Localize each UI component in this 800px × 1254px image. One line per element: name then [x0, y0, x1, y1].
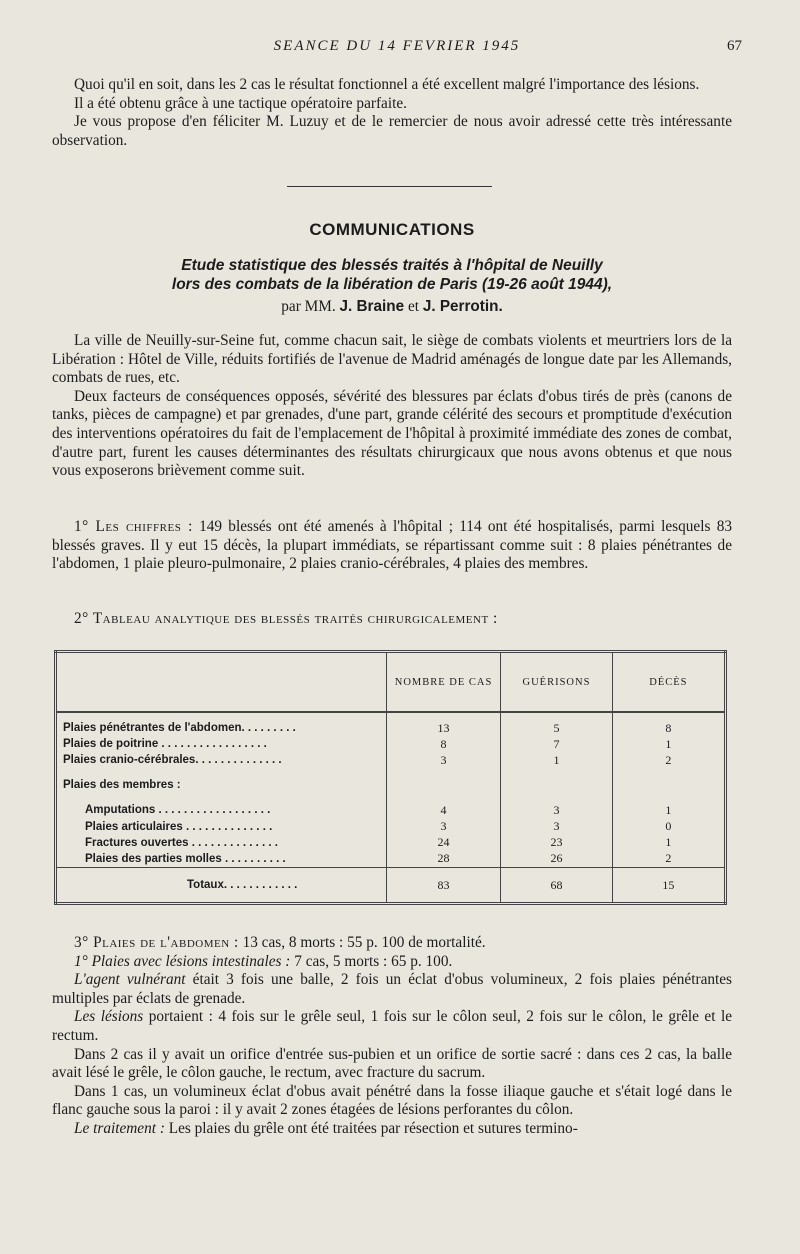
authors-line [52, 298, 732, 316]
total-deaths: 15 [612, 868, 725, 904]
intro-paragraph-2: Il a été obtenu grâce à une tactique opératoire parfaite. [74, 94, 407, 112]
row-cured: 5 [501, 720, 613, 736]
abdomen-paragraph-6: Dans 1 cas, un volumineux éclat d'obus avait pénétré dans la fosse iliaque gauche et s'était logé dans le flanc gauche sous la paroi : il y avait 2 zones étagées de lésions perforantes du côlon. [52, 1082, 732, 1119]
statistics-table [54, 650, 727, 905]
row-label: Plaies cranio-cérébrales. . . . . . . . . . . . . . [63, 754, 282, 767]
section-title: COMMUNICATIONS [309, 220, 475, 239]
table-row [56, 851, 726, 868]
row-deaths: 2 [612, 851, 725, 868]
abdomen-stats: 13 cas, 8 morts : 55 p. 100 de mortalité. [242, 934, 486, 951]
abdomen-paragraph-7 [52, 1120, 732, 1139]
row-label: Plaies de poitrine . . . . . . . . . . . . . . . . . [63, 738, 267, 751]
agent-text: était 3 fois une balle, 2 fois un éclat d'obus volumineux, 2 fois plaies pénétrantes multiples par éclats de grenade. [52, 971, 732, 1007]
row-cases: 24 [386, 835, 500, 851]
row-cured: 3 [501, 802, 613, 818]
row-cases: 13 [386, 720, 500, 736]
row-cured: 7 [501, 736, 613, 752]
intro-text [52, 76, 732, 150]
total-cured: 68 [501, 868, 613, 904]
body-paragraph-1: La ville de Neuilly-sur-Seine fut, comme chacun sait, le siège de combats violents et meurtriers lors de la Libération : Hôtel de Ville, réduits fortifiés de l'avenue de Madrid aménagés de longue date par les Allemands, combats de rues, etc. [52, 332, 732, 387]
row-label: Plaies des parties molles . . . . . . . . . . [85, 852, 286, 865]
table-caption: 2° Tableau analytique des blessés traités chirurgicalement : [74, 610, 498, 627]
body-paragraph-2: Deux facteurs de conséquences opposés, sévérité des blessures par éclats d'obus tirés de près (canons de tanks, pièces de campagne) et par grenades, d'une part, grande célérité des secours et promptitude d'exécution des interventions opératoires du fait de l'emplacement de l'hôpital à proximité immédiate des zones de combat, d'autre part, furent les causes déterminantes des résultats chirurgicaux que nous avons obtenus et que nous vous exposerons brièvement comme suit. [52, 387, 732, 480]
table-header-label [56, 652, 387, 713]
row-cases: 28 [386, 851, 500, 868]
row-deaths: 1 [612, 835, 725, 851]
table-row [56, 835, 726, 851]
intro-paragraph-1: Quoi qu'il en soit, dans les 2 cas le résultat fonctionnel a été excellent malgré l'importance des lésions. [74, 76, 700, 93]
authors-and: et [407, 298, 419, 315]
row-cured: 26 [501, 851, 613, 868]
row-cured: 1 [501, 752, 613, 768]
abdomen-paragraph-4 [52, 1008, 732, 1045]
figures-paragraph [52, 518, 732, 574]
table-row [56, 819, 726, 835]
agent-label: L'agent vulnérant [74, 971, 186, 989]
row-cases: 8 [386, 736, 500, 752]
row-cured: 23 [501, 835, 613, 851]
total-cases: 83 [386, 868, 500, 904]
intro-paragraph-3: Je vous propose d'en féliciter M. Luzuy et de le remercier de nous avoir adressé cette très intéressante observation. [52, 113, 732, 149]
row-cases: 4 [386, 802, 500, 818]
treatment-text: Les plaies du grêle ont été traitées par résection et sutures termino- [168, 1119, 578, 1137]
row-cured: 3 [501, 819, 613, 835]
authors-prefix: par MM. [281, 298, 336, 315]
header-cases: NOMBRE DE CAS [386, 652, 500, 713]
separator-rule [287, 186, 492, 187]
group-label: Plaies des membres : [63, 779, 181, 792]
row-deaths: 2 [612, 752, 725, 768]
figures-label: 1° Les chiffres : [74, 518, 193, 535]
row-deaths: 1 [612, 802, 725, 818]
running-title: SEANCE DU 14 FEVRIER 1945 [273, 38, 521, 54]
article-title-line-1: Etude statistique des blessés traités à l'hôpital de Neuilly [181, 257, 603, 274]
table-row [56, 752, 726, 768]
table-total-row [56, 868, 726, 904]
article-title-line-2: lors des combats de la libération de Paris (19-26 août 1944), [171, 276, 613, 293]
table-group-row [56, 768, 726, 802]
row-cases: 3 [386, 819, 500, 835]
abdomen-paragraph-3 [52, 971, 732, 1008]
abdomen-section [52, 934, 732, 1139]
running-header [52, 38, 742, 55]
total-label: Totaux. . . . . . . . . . . . [56, 868, 387, 904]
author-2: J. Perrotin. [422, 298, 503, 315]
intestinal-stats: 7 cas, 5 morts : 65 p. 100. [294, 952, 453, 970]
row-label: Plaies articulaires . . . . . . . . . . . . . . [85, 820, 273, 833]
row-label: Plaies pénétrantes de l'abdomen. . . . . . . . . [63, 722, 296, 735]
abdomen-label: 3° Plaies de l'abdomen : [74, 934, 239, 951]
page-number: 67 [727, 38, 742, 54]
abdomen-paragraph-1 [52, 934, 732, 953]
abdomen-paragraph-5: Dans 2 cas il y avait un orifice d'entrée sus-pubien et un orifice de sortie sacré : dans ces 2 cas, la balle avait lésé le grêle, le côlon gauche, le rectum, avec fracture du sacrum. [52, 1045, 732, 1082]
header-deaths: DÉCÈS [612, 652, 725, 713]
abdomen-paragraph-2 [52, 953, 732, 972]
table-header-row [56, 652, 726, 713]
row-label: Amputations . . . . . . . . . . . . . . . . . . [85, 804, 271, 817]
table-row [56, 720, 726, 736]
body-paragraph-3 [52, 518, 732, 574]
intestinal-label: 1° Plaies avec lésions intestinales : [74, 952, 291, 970]
lesions-text: portaient : 4 fois sur le grêle seul, 1 fois sur le côlon seul, 2 fois sur le côlon, le grêle et le rectum. [52, 1008, 732, 1044]
article-title [52, 256, 732, 294]
row-deaths: 8 [612, 720, 725, 736]
table-row [56, 802, 726, 818]
row-deaths: 0 [612, 819, 725, 835]
row-label: Fractures ouvertes . . . . . . . . . . . . . . [85, 836, 279, 849]
article-body [52, 332, 732, 481]
header-cured: GUÉRISONS [501, 652, 613, 713]
table-row [56, 736, 726, 752]
row-cases: 3 [386, 752, 500, 768]
figures-text: 149 blessés ont été amenés à l'hôpital ; 114 ont été hospitalisés, parmi lesquels 83 blessés graves. Il y eut 15 décès, la plupart immédiats, se répartissant comme suit : 8 plaies pénétrantes de l'abdomen, 1 plaie pleuro-pulmonaire, 2 plaies cranio-cérébrales, 4 plaies des membres. [52, 518, 732, 573]
author-1: J. Braine [339, 298, 405, 315]
treatment-label: Le traitement : [74, 1119, 165, 1137]
row-deaths: 1 [612, 736, 725, 752]
lesions-label: Les lésions [74, 1008, 144, 1026]
